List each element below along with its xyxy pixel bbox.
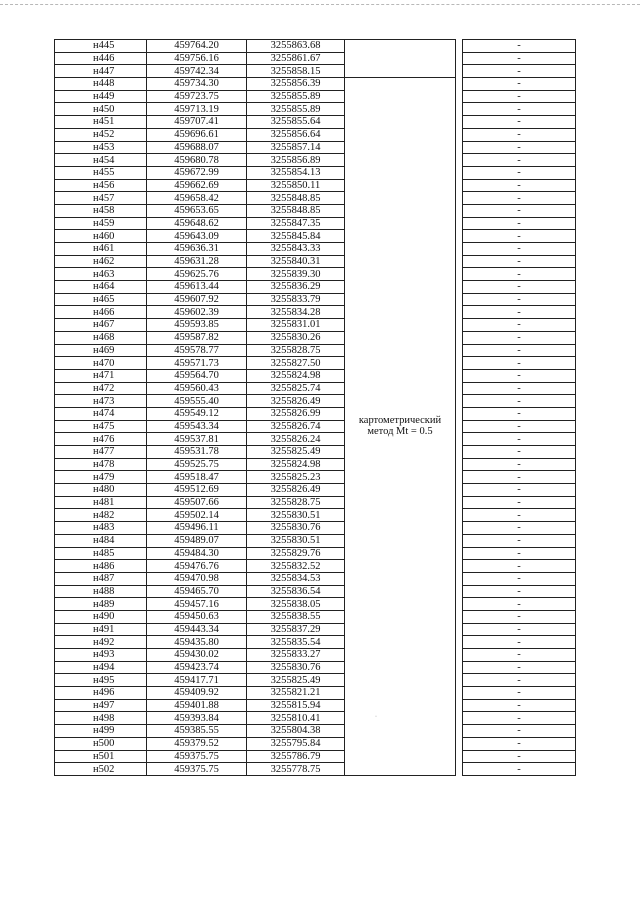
point-id-cell: н486 (55, 560, 147, 573)
dash-cell: - (463, 687, 576, 700)
y-coordinate-cell: 3255863.68 (247, 40, 345, 53)
table-row (55, 192, 576, 205)
table-row (55, 217, 576, 230)
table-row (55, 484, 576, 497)
x-coordinate-cell: 459625.76 (147, 268, 247, 281)
dash-cell: - (463, 103, 576, 116)
point-id-cell: н450 (55, 103, 147, 116)
point-id-cell: н467 (55, 319, 147, 332)
table-row (55, 268, 576, 281)
y-coordinate-cell: 3255826.99 (247, 407, 345, 420)
x-coordinate-cell: 459393.84 (147, 712, 247, 725)
dash-cell: - (463, 90, 576, 103)
x-coordinate-cell: 459417.71 (147, 674, 247, 687)
x-coordinate-cell: 459496.11 (147, 522, 247, 535)
table-row (55, 141, 576, 154)
table-row (55, 344, 576, 357)
dash-cell: - (463, 255, 576, 268)
point-id-cell: н447 (55, 65, 147, 78)
dash-cell: - (463, 141, 576, 154)
y-coordinate-cell: 3255855.89 (247, 103, 345, 116)
dash-cell: - (463, 496, 576, 509)
dash-cell: - (463, 649, 576, 662)
dash-cell: - (463, 243, 576, 256)
dash-cell: - (463, 458, 576, 471)
point-id-cell: н491 (55, 623, 147, 636)
y-coordinate-cell: 3255786.79 (247, 750, 345, 763)
y-coordinate-cell: 3255832.52 (247, 560, 345, 573)
x-coordinate-cell: 459756.16 (147, 52, 247, 65)
y-coordinate-cell: 3255825.49 (247, 674, 345, 687)
x-coordinate-cell: 459713.19 (147, 103, 247, 116)
x-coordinate-cell: 459653.65 (147, 204, 247, 217)
point-id-cell: н472 (55, 382, 147, 395)
table-row (55, 319, 576, 332)
point-id-cell: н454 (55, 154, 147, 167)
x-coordinate-cell: 459578.77 (147, 344, 247, 357)
coordinates-table-body (55, 40, 576, 776)
x-coordinate-cell: 459423.74 (147, 661, 247, 674)
y-coordinate-cell: 3255830.26 (247, 331, 345, 344)
y-coordinate-cell: 3255810.41 (247, 712, 345, 725)
y-coordinate-cell: 3255815.94 (247, 699, 345, 712)
x-coordinate-cell: 459518.47 (147, 471, 247, 484)
scan-speck: · (375, 714, 377, 720)
x-coordinate-cell: 459564.70 (147, 369, 247, 382)
dash-cell: - (463, 636, 576, 649)
y-coordinate-cell: 3255861.67 (247, 52, 345, 65)
dash-cell: - (463, 331, 576, 344)
y-coordinate-cell: 3255836.29 (247, 281, 345, 294)
dash-cell: - (463, 166, 576, 179)
point-id-cell: н460 (55, 230, 147, 243)
point-id-cell: н448 (55, 78, 147, 91)
y-coordinate-cell: 3255821.21 (247, 687, 345, 700)
y-coordinate-cell: 3255834.28 (247, 306, 345, 319)
y-coordinate-cell: 3255826.49 (247, 484, 345, 497)
dash-cell: - (463, 572, 576, 585)
coordinates-table (54, 39, 576, 776)
x-coordinate-cell: 459525.75 (147, 458, 247, 471)
y-coordinate-cell: 3255843.33 (247, 243, 345, 256)
x-coordinate-cell: 459385.55 (147, 725, 247, 738)
point-id-cell: н477 (55, 446, 147, 459)
point-id-cell: н481 (55, 496, 147, 509)
x-coordinate-cell: 459662.69 (147, 179, 247, 192)
x-coordinate-cell: 459680.78 (147, 154, 247, 167)
dash-cell: - (463, 661, 576, 674)
y-coordinate-cell: 3255824.98 (247, 458, 345, 471)
x-coordinate-cell: 459543.34 (147, 420, 247, 433)
point-id-cell: н468 (55, 331, 147, 344)
dash-cell: - (463, 737, 576, 750)
y-coordinate-cell: 3255826.74 (247, 420, 345, 433)
dash-cell: - (463, 712, 576, 725)
x-coordinate-cell: 459409.92 (147, 687, 247, 700)
x-coordinate-cell: 459476.76 (147, 560, 247, 573)
table-row (55, 116, 576, 129)
y-coordinate-cell: 3255855.64 (247, 116, 345, 129)
point-id-cell: н498 (55, 712, 147, 725)
table-row (55, 331, 576, 344)
table-row (55, 281, 576, 294)
x-coordinate-cell: 459470.98 (147, 572, 247, 585)
point-id-cell: н446 (55, 52, 147, 65)
x-coordinate-cell: 459537.81 (147, 433, 247, 446)
x-coordinate-cell: 459742.34 (147, 65, 247, 78)
x-coordinate-cell: 459560.43 (147, 382, 247, 395)
table-row (55, 407, 576, 420)
y-coordinate-cell: 3255856.64 (247, 128, 345, 141)
point-id-cell: н458 (55, 204, 147, 217)
x-coordinate-cell: 459502.14 (147, 509, 247, 522)
y-coordinate-cell: 3255835.54 (247, 636, 345, 649)
point-id-cell: н459 (55, 217, 147, 230)
x-coordinate-cell: 459607.92 (147, 293, 247, 306)
table-row (55, 458, 576, 471)
dash-cell: - (463, 128, 576, 141)
table-row (55, 255, 576, 268)
dash-cell: - (463, 471, 576, 484)
dash-cell: - (463, 446, 576, 459)
y-coordinate-cell: 3255833.27 (247, 649, 345, 662)
x-coordinate-cell: 459512.69 (147, 484, 247, 497)
point-id-cell: н494 (55, 661, 147, 674)
point-id-cell: н476 (55, 433, 147, 446)
table-row (55, 420, 576, 433)
table-row (55, 357, 576, 370)
point-id-cell: н501 (55, 750, 147, 763)
y-coordinate-cell: 3255795.84 (247, 737, 345, 750)
dash-cell: - (463, 369, 576, 382)
point-id-cell: н449 (55, 90, 147, 103)
table-row (55, 610, 576, 623)
table-row (55, 395, 576, 408)
y-coordinate-cell: 3255778.75 (247, 763, 345, 776)
point-id-cell: н475 (55, 420, 147, 433)
x-coordinate-cell: 459435.80 (147, 636, 247, 649)
dash-cell: - (463, 763, 576, 776)
point-id-cell: н480 (55, 484, 147, 497)
y-coordinate-cell: 3255856.39 (247, 78, 345, 91)
point-id-cell: н461 (55, 243, 147, 256)
dash-cell: - (463, 357, 576, 370)
point-id-cell: н489 (55, 598, 147, 611)
y-coordinate-cell: 3255827.50 (247, 357, 345, 370)
table-row (55, 496, 576, 509)
x-coordinate-cell: 459672.99 (147, 166, 247, 179)
point-id-cell: н499 (55, 725, 147, 738)
dash-cell: - (463, 420, 576, 433)
point-id-cell: н457 (55, 192, 147, 205)
x-coordinate-cell: 459613.44 (147, 281, 247, 294)
x-coordinate-cell: 459443.34 (147, 623, 247, 636)
x-coordinate-cell: 459723.75 (147, 90, 247, 103)
point-id-cell: н462 (55, 255, 147, 268)
x-coordinate-cell: 459484.30 (147, 547, 247, 560)
y-coordinate-cell: 3255824.98 (247, 369, 345, 382)
y-coordinate-cell: 3255838.55 (247, 610, 345, 623)
table-row (55, 522, 576, 535)
x-coordinate-cell: 459643.09 (147, 230, 247, 243)
table-row (55, 712, 576, 725)
point-id-cell: н445 (55, 40, 147, 53)
dash-cell: - (463, 230, 576, 243)
x-coordinate-cell: 459764.20 (147, 40, 247, 53)
column-gap (456, 40, 463, 776)
method-text: картометрический метод Mt = 0.5 (358, 415, 442, 438)
dash-cell: - (463, 725, 576, 738)
dash-cell: - (463, 344, 576, 357)
point-id-cell: н464 (55, 281, 147, 294)
point-id-cell: н473 (55, 395, 147, 408)
x-coordinate-cell: 459489.07 (147, 534, 247, 547)
y-coordinate-cell: 3255855.89 (247, 90, 345, 103)
dash-cell: - (463, 204, 576, 217)
dash-cell: - (463, 179, 576, 192)
point-id-cell: н485 (55, 547, 147, 560)
x-coordinate-cell: 459457.16 (147, 598, 247, 611)
dash-cell: - (463, 268, 576, 281)
point-id-cell: н456 (55, 179, 147, 192)
y-coordinate-cell: 3255804.38 (247, 725, 345, 738)
table-row (55, 306, 576, 319)
point-id-cell: н488 (55, 585, 147, 598)
x-coordinate-cell: 459707.41 (147, 116, 247, 129)
dash-cell: - (463, 534, 576, 547)
y-coordinate-cell: 3255833.79 (247, 293, 345, 306)
point-id-cell: н466 (55, 306, 147, 319)
table-row (55, 737, 576, 750)
table-row (55, 560, 576, 573)
table-row (55, 103, 576, 116)
table-row (55, 547, 576, 560)
point-id-cell: н495 (55, 674, 147, 687)
dash-cell: - (463, 217, 576, 230)
x-coordinate-cell: 459571.73 (147, 357, 247, 370)
table-row (55, 204, 576, 217)
y-coordinate-cell: 3255839.30 (247, 268, 345, 281)
dash-cell: - (463, 40, 576, 53)
x-coordinate-cell: 459648.62 (147, 217, 247, 230)
y-coordinate-cell: 3255830.76 (247, 522, 345, 535)
y-coordinate-cell: 3255826.24 (247, 433, 345, 446)
table-row (55, 687, 576, 700)
point-id-cell: н451 (55, 116, 147, 129)
y-coordinate-cell: 3255848.85 (247, 204, 345, 217)
point-id-cell: н469 (55, 344, 147, 357)
dash-cell: - (463, 192, 576, 205)
point-id-cell: н479 (55, 471, 147, 484)
point-id-cell: н496 (55, 687, 147, 700)
dash-cell: - (463, 52, 576, 65)
dash-cell: - (463, 484, 576, 497)
table-row (55, 446, 576, 459)
table-row (55, 699, 576, 712)
y-coordinate-cell: 3255825.23 (247, 471, 345, 484)
point-id-cell: н502 (55, 763, 147, 776)
dash-cell: - (463, 560, 576, 573)
y-coordinate-cell: 3255837.29 (247, 623, 345, 636)
y-coordinate-cell: 3255826.49 (247, 395, 345, 408)
method-cell-empty (345, 40, 456, 78)
y-coordinate-cell: 3255828.75 (247, 344, 345, 357)
table-row (55, 661, 576, 674)
table-row (55, 598, 576, 611)
y-coordinate-cell: 3255830.51 (247, 534, 345, 547)
dash-cell: - (463, 306, 576, 319)
table-row (55, 52, 576, 65)
dash-cell: - (463, 395, 576, 408)
y-coordinate-cell: 3255828.75 (247, 496, 345, 509)
dash-cell: - (463, 610, 576, 623)
point-id-cell: н455 (55, 166, 147, 179)
table-row (55, 293, 576, 306)
table-row (55, 636, 576, 649)
point-id-cell: н478 (55, 458, 147, 471)
dash-cell: - (463, 382, 576, 395)
point-id-cell: н500 (55, 737, 147, 750)
table-row (55, 572, 576, 585)
table-row (55, 382, 576, 395)
y-coordinate-cell: 3255850.11 (247, 179, 345, 192)
y-coordinate-cell: 3255845.84 (247, 230, 345, 243)
x-coordinate-cell: 459631.28 (147, 255, 247, 268)
table-row (55, 649, 576, 662)
y-coordinate-cell: 3255825.49 (247, 446, 345, 459)
table-row (55, 128, 576, 141)
y-coordinate-cell: 3255857.14 (247, 141, 345, 154)
table-row (55, 725, 576, 738)
y-coordinate-cell: 3255830.51 (247, 509, 345, 522)
y-coordinate-cell: 3255856.89 (247, 154, 345, 167)
table-row (55, 243, 576, 256)
point-id-cell: н484 (55, 534, 147, 547)
table-row (55, 509, 576, 522)
dash-cell: - (463, 547, 576, 560)
table-row (55, 585, 576, 598)
point-id-cell: н493 (55, 649, 147, 662)
dash-cell: - (463, 433, 576, 446)
point-id-cell: н482 (55, 509, 147, 522)
table-row (55, 763, 576, 776)
point-id-cell: н483 (55, 522, 147, 535)
y-coordinate-cell: 3255829.76 (247, 547, 345, 560)
dash-cell: - (463, 509, 576, 522)
dash-cell: - (463, 674, 576, 687)
dash-cell: - (463, 154, 576, 167)
dash-cell: - (463, 585, 576, 598)
table-row (55, 369, 576, 382)
point-id-cell: н463 (55, 268, 147, 281)
x-coordinate-cell: 459658.42 (147, 192, 247, 205)
x-coordinate-cell: 459636.31 (147, 243, 247, 256)
x-coordinate-cell: 459555.40 (147, 395, 247, 408)
dash-cell: - (463, 319, 576, 332)
table-row (55, 534, 576, 547)
x-coordinate-cell: 459375.75 (147, 750, 247, 763)
y-coordinate-cell: 3255840.31 (247, 255, 345, 268)
table-row (55, 65, 576, 78)
dash-cell: - (463, 116, 576, 129)
dash-cell: - (463, 293, 576, 306)
y-coordinate-cell: 3255847.35 (247, 217, 345, 230)
y-coordinate-cell: 3255830.76 (247, 661, 345, 674)
y-coordinate-cell: 3255838.05 (247, 598, 345, 611)
point-id-cell: н465 (55, 293, 147, 306)
table-row (55, 433, 576, 446)
table-row (55, 623, 576, 636)
point-id-cell: н453 (55, 141, 147, 154)
x-coordinate-cell: 459450.63 (147, 610, 247, 623)
point-id-cell: н492 (55, 636, 147, 649)
y-coordinate-cell: 3255825.74 (247, 382, 345, 395)
table-row (55, 179, 576, 192)
table-row (55, 78, 576, 91)
point-id-cell: н487 (55, 572, 147, 585)
point-id-cell: н471 (55, 369, 147, 382)
table-row (55, 230, 576, 243)
table-row (55, 471, 576, 484)
method-cell (345, 78, 456, 776)
x-coordinate-cell: 459375.75 (147, 763, 247, 776)
point-id-cell: н452 (55, 128, 147, 141)
x-coordinate-cell: 459593.85 (147, 319, 247, 332)
x-coordinate-cell: 459430.02 (147, 649, 247, 662)
table-row (55, 166, 576, 179)
point-id-cell: н497 (55, 699, 147, 712)
point-id-cell: н490 (55, 610, 147, 623)
y-coordinate-cell: 3255831.01 (247, 319, 345, 332)
dash-cell: - (463, 598, 576, 611)
x-coordinate-cell: 459401.88 (147, 699, 247, 712)
dash-cell: - (463, 281, 576, 294)
x-coordinate-cell: 459379.52 (147, 737, 247, 750)
x-coordinate-cell: 459531.78 (147, 446, 247, 459)
x-coordinate-cell: 459507.66 (147, 496, 247, 509)
x-coordinate-cell: 459587.82 (147, 331, 247, 344)
dash-cell: - (463, 699, 576, 712)
x-coordinate-cell: 459688.07 (147, 141, 247, 154)
dash-cell: - (463, 623, 576, 636)
x-coordinate-cell: 459602.39 (147, 306, 247, 319)
table-row (55, 154, 576, 167)
dash-cell: - (463, 750, 576, 763)
table-row (55, 90, 576, 103)
x-coordinate-cell: 459734.30 (147, 78, 247, 91)
table-row (55, 674, 576, 687)
y-coordinate-cell: 3255854.13 (247, 166, 345, 179)
y-coordinate-cell: 3255858.15 (247, 65, 345, 78)
y-coordinate-cell: 3255848.85 (247, 192, 345, 205)
dash-cell: - (463, 78, 576, 91)
dash-cell: - (463, 522, 576, 535)
x-coordinate-cell: 459549.12 (147, 407, 247, 420)
scan-top-edge-line (0, 4, 640, 5)
x-coordinate-cell: 459465.70 (147, 585, 247, 598)
dash-cell: - (463, 65, 576, 78)
table-row (55, 750, 576, 763)
y-coordinate-cell: 3255834.53 (247, 572, 345, 585)
point-id-cell: н474 (55, 407, 147, 420)
dash-cell: - (463, 407, 576, 420)
table-row (55, 40, 576, 53)
x-coordinate-cell: 459696.61 (147, 128, 247, 141)
y-coordinate-cell: 3255836.54 (247, 585, 345, 598)
point-id-cell: н470 (55, 357, 147, 370)
